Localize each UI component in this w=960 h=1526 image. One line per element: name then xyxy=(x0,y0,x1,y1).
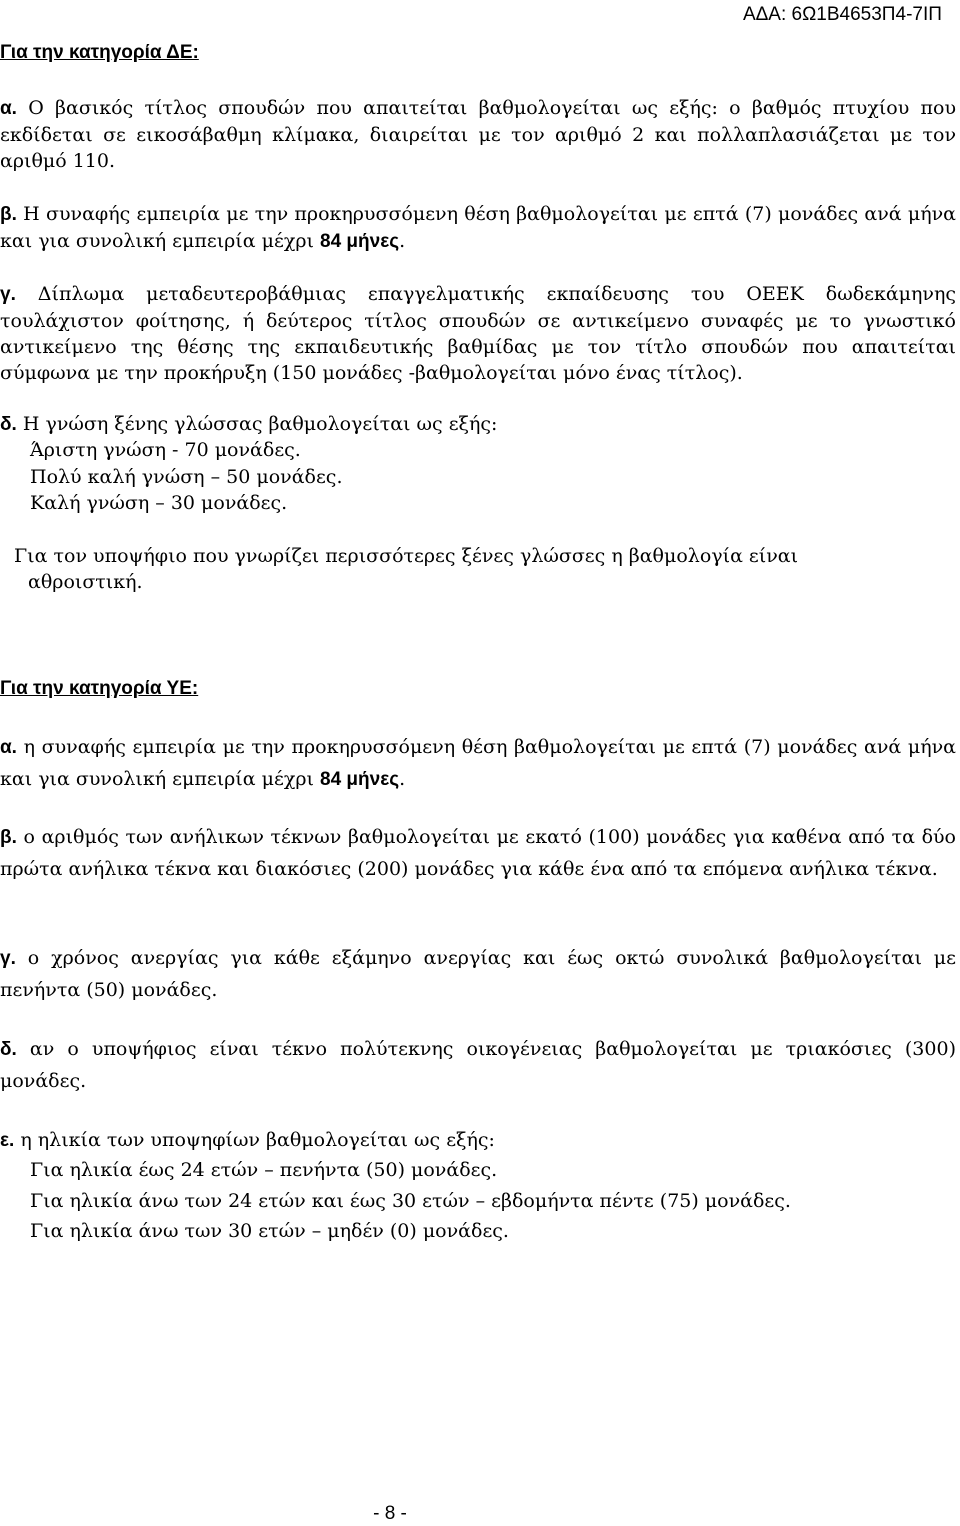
page-number: - 8 - xyxy=(373,1503,407,1524)
de-item-b-end: . xyxy=(399,230,406,252)
ye-item-b-text: ο αριθμός των ανήλικων τέκνων βαθμολογείται με εκατό (100) μονάδες για καθένα από τα δύο πρώτα ανήλικα τέκνα και διακόσιες (200) μονάδες για κάθε ένα από τα επόμενα ανήλικα τέκνα. xyxy=(0,826,956,880)
de-item-a-text: Ο βασικός τίτλος σπουδών που απαιτείται βαθμολογείται ως εξής: ο βαθμός πτυχίου που εκδίδεται σε εικοσάβαθμη κλίμακα, διαιρείται με τον αριθμό 2 και πολλαπλασιάζεται με τον αριθμό 110. xyxy=(0,97,956,172)
de-item-c xyxy=(0,281,956,386)
de-language-level-good: Καλή γνώση – 30 μονάδες. xyxy=(30,492,288,514)
ye-item-c-label: γ. xyxy=(0,948,16,969)
ye-item-e xyxy=(0,1127,495,1154)
de-item-b-text: Η συναφής εμπειρία με την προκηρυσσόμενη θέση βαθμολογείται με επτά (7) μονάδες ανά μήνα και για συνολική εμπειρία μέχρι xyxy=(0,203,956,252)
de-item-b xyxy=(0,201,956,255)
ye-age-under-24: Για ηλικία έως 24 ετών – πενήντα (50) μονάδες. xyxy=(30,1159,498,1181)
de-item-c-text: Δίπλωμα μεταδευτεροβάθμιας επαγγελματικής εκπαίδευσης του ΟΕΕΚ δωδεκάμηνης τουλάχιστον φοίτησης, ή δεύτερος τίτλος σπουδών σε αντικείμενο συναφές με το γνωστικό αντικείμενο της θέσης της εκπαιδευτικής βαθμίδας με τον τίτλο σπουδών που απαιτείται σύμφωνα με την προκήρυξη (150 μονάδες -βαθμολογείται μόνο ένας τίτλος). xyxy=(0,283,956,384)
ye-item-e-label: ε. xyxy=(0,1130,15,1151)
de-item-a xyxy=(0,95,956,174)
ye-item-a-text: η συναφής εμπειρία με την προκηρυσσόμενη θέση βαθμολογείται με επτά (7) μονάδες ανά μήνα και για συνολική εμπειρία μέχρι xyxy=(0,736,956,790)
heading-category-de: Για την κατηγορία ΔΕ: xyxy=(0,42,199,63)
ye-item-a-end: . xyxy=(399,767,406,790)
de-item-d xyxy=(0,411,497,438)
ye-age-over-30: Για ηλικία άνω των 30 ετών – μηδέν (0) μονάδες. xyxy=(30,1220,509,1242)
de-language-note: Για τον υποψήφιο που γνωρίζει περισσότερες ξένες γλώσσες η βαθμολογία είναι αθροιστική. xyxy=(14,545,799,593)
ye-item-a-bold: 84 μήνες xyxy=(320,768,400,790)
de-item-b-bold: 84 μήνες xyxy=(320,231,400,252)
ye-item-e-text: η ηλικία των υποψηφίων βαθμολογείται ως εξής: xyxy=(20,1129,495,1151)
de-language-level-very-good: Πολύ καλή γνώση – 50 μονάδες. xyxy=(30,466,343,488)
heading-category-ye: Για την κατηγορία ΥΕ: xyxy=(0,678,199,699)
ye-item-a xyxy=(0,732,956,795)
ye-item-b xyxy=(0,822,956,884)
ye-item-d-text: αν ο υποψήφιος είναι τέκνο πολύτεκνης οικογένειας βαθμολογείται με τριακόσιες (300) μονάδες. xyxy=(0,1038,956,1092)
de-item-a-label: α. xyxy=(0,98,17,119)
document-ada-code: ΑΔΑ: 6Ω1Β4653Π4-7ΙΠ xyxy=(742,4,942,25)
ye-item-d-label: δ. xyxy=(0,1039,17,1060)
ye-item-a-label: α. xyxy=(0,737,17,758)
ye-item-c-text: ο χρόνος ανεργίας για κάθε εξάμηνο ανεργίας και έως οκτώ συνολικά βαθμολογείται με πενήντα (50) μονάδες. xyxy=(0,947,956,1001)
ye-item-d xyxy=(0,1034,956,1096)
de-item-b-label: β. xyxy=(0,204,17,225)
de-item-d-text: Η γνώση ξένης γλώσσας βαθμολογείται ως εξής: xyxy=(22,413,498,435)
ye-age-24-to-30: Για ηλικία άνω των 24 ετών και έως 30 ετών – εβδομήντα πέντε (75) μονάδες. xyxy=(30,1190,791,1212)
ye-item-c xyxy=(0,943,956,1005)
de-item-d-label: δ. xyxy=(0,414,17,435)
ye-item-b-label: β. xyxy=(0,827,17,848)
de-language-level-excellent: Άριστη γνώση - 70 μονάδες. xyxy=(30,439,301,461)
de-item-c-label: γ. xyxy=(0,284,16,305)
